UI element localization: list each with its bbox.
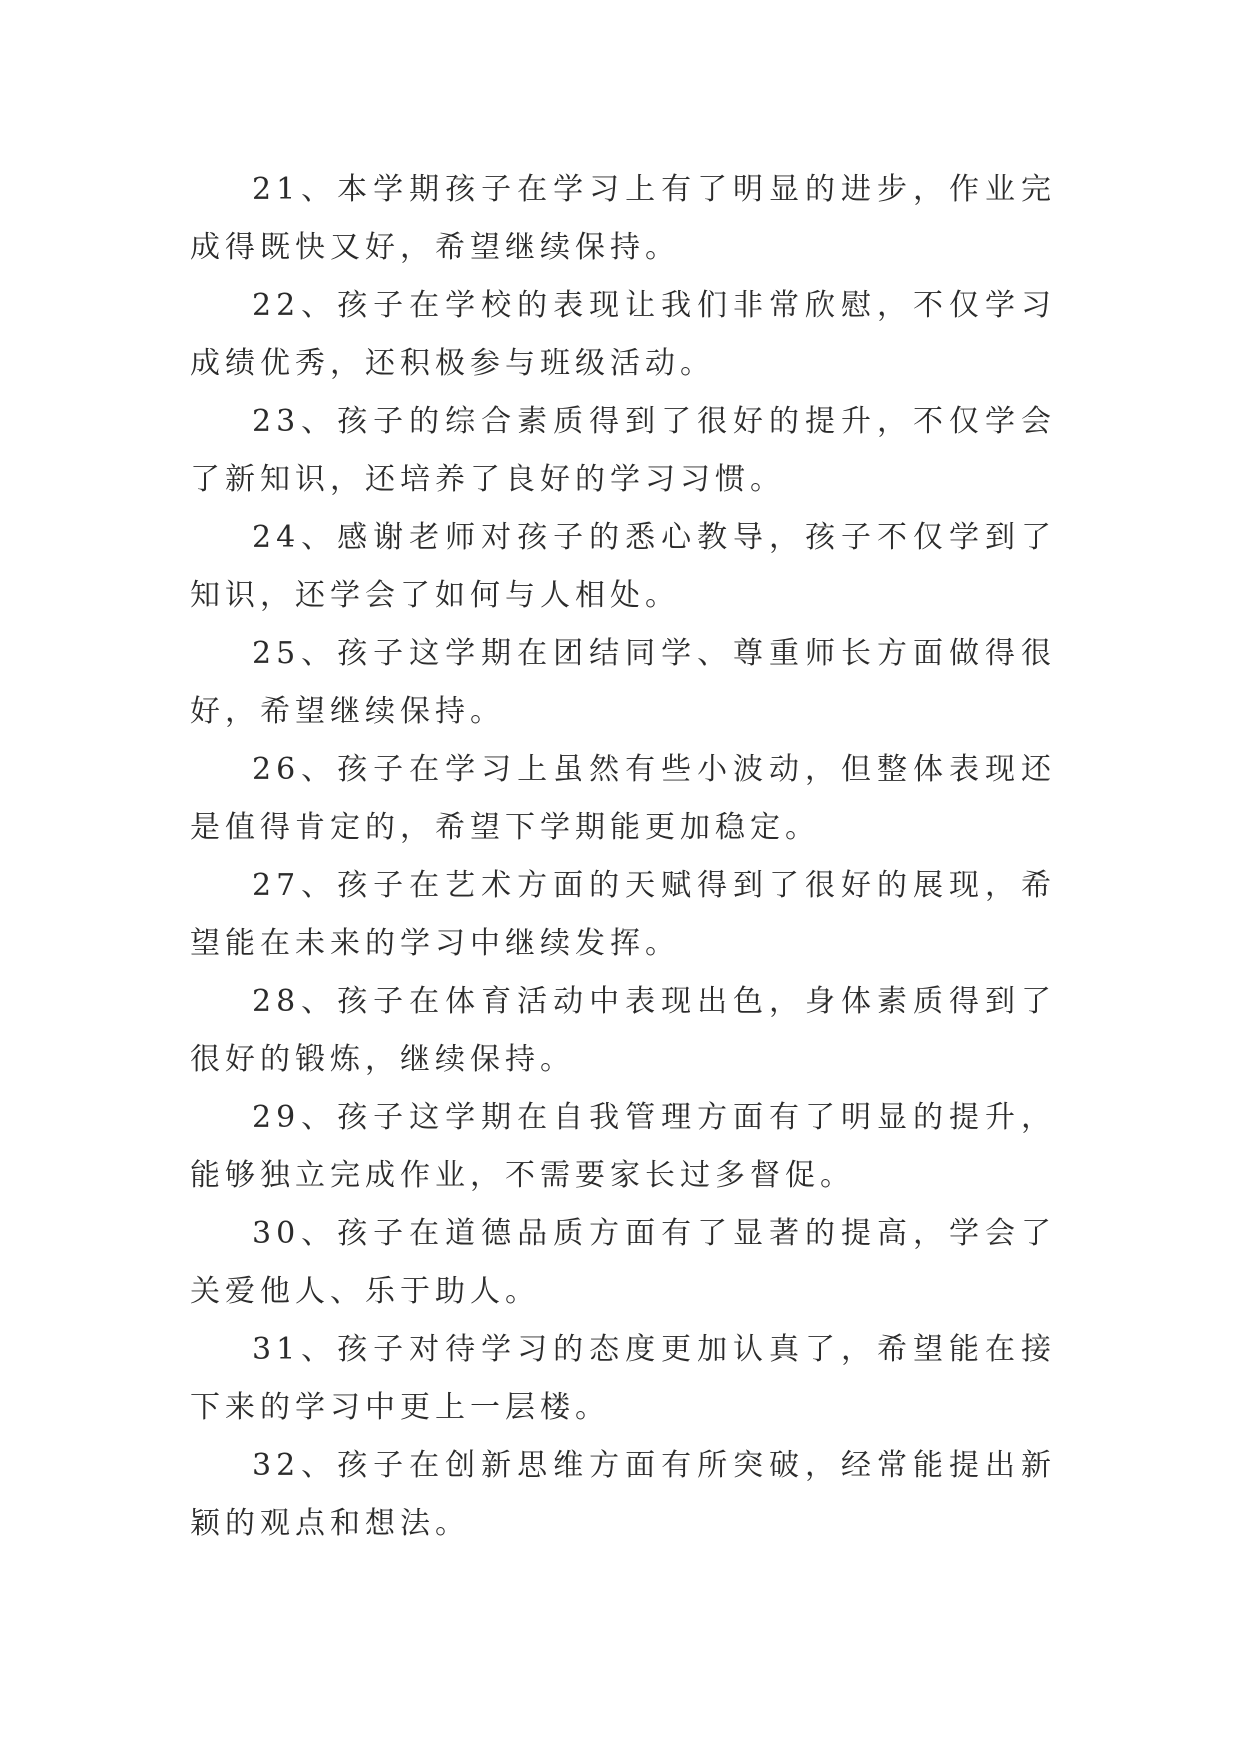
paragraph-29: 29、孩子这学期在自我管理方面有了明显的提升，能够独立完成作业，不需要家长过多督促。 (190, 1100, 1056, 1193)
paragraph-31: 31、孩子对待学习的态度更加认真了，希望能在接下来的学习中更上一层楼。 (190, 1332, 1056, 1425)
paragraph-28: 28、孩子在体育活动中表现出色，身体素质得到了很好的锻炼，继续保持。 (190, 984, 1056, 1077)
paragraph-27: 27、孩子在艺术方面的天赋得到了很好的展现，希望能在未来的学习中继续发挥。 (190, 868, 1056, 961)
document-body (190, 161, 1056, 1553)
paragraph-21: 21、本学期孩子在学习上有了明显的进步，作业完成得既快又好，希望继续保持。 (190, 172, 1056, 265)
paragraph-25: 25、孩子这学期在团结同学、尊重师长方面做得很好，希望继续保持。 (190, 636, 1056, 729)
paragraph-23: 23、孩子的综合素质得到了很好的提升，不仅学会了新知识，还培养了良好的学习习惯。 (190, 404, 1056, 497)
paragraph-26: 26、孩子在学习上虽然有些小波动，但整体表现还是值得肯定的，希望下学期能更加稳定。 (190, 752, 1056, 845)
paragraph-24: 24、感谢老师对孩子的悉心教导，孩子不仅学到了知识，还学会了如何与人相处。 (190, 520, 1056, 613)
paragraph-32: 32、孩子在创新思维方面有所突破，经常能提出新颖的观点和想法。 (190, 1448, 1056, 1541)
paragraph-22: 22、孩子在学校的表现让我们非常欣慰，不仅学习成绩优秀，还积极参与班级活动。 (190, 288, 1056, 381)
paragraph-30: 30、孩子在道德品质方面有了显著的提高，学会了关爱他人、乐于助人。 (190, 1216, 1056, 1309)
